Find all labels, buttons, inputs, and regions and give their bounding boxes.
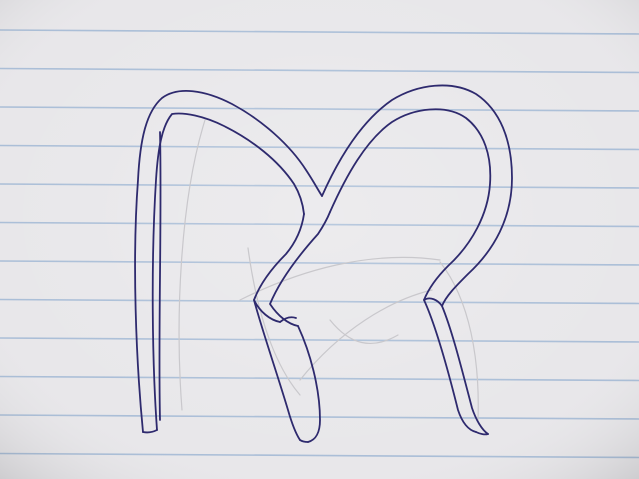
letter-left-stem-shade: [159, 132, 160, 420]
